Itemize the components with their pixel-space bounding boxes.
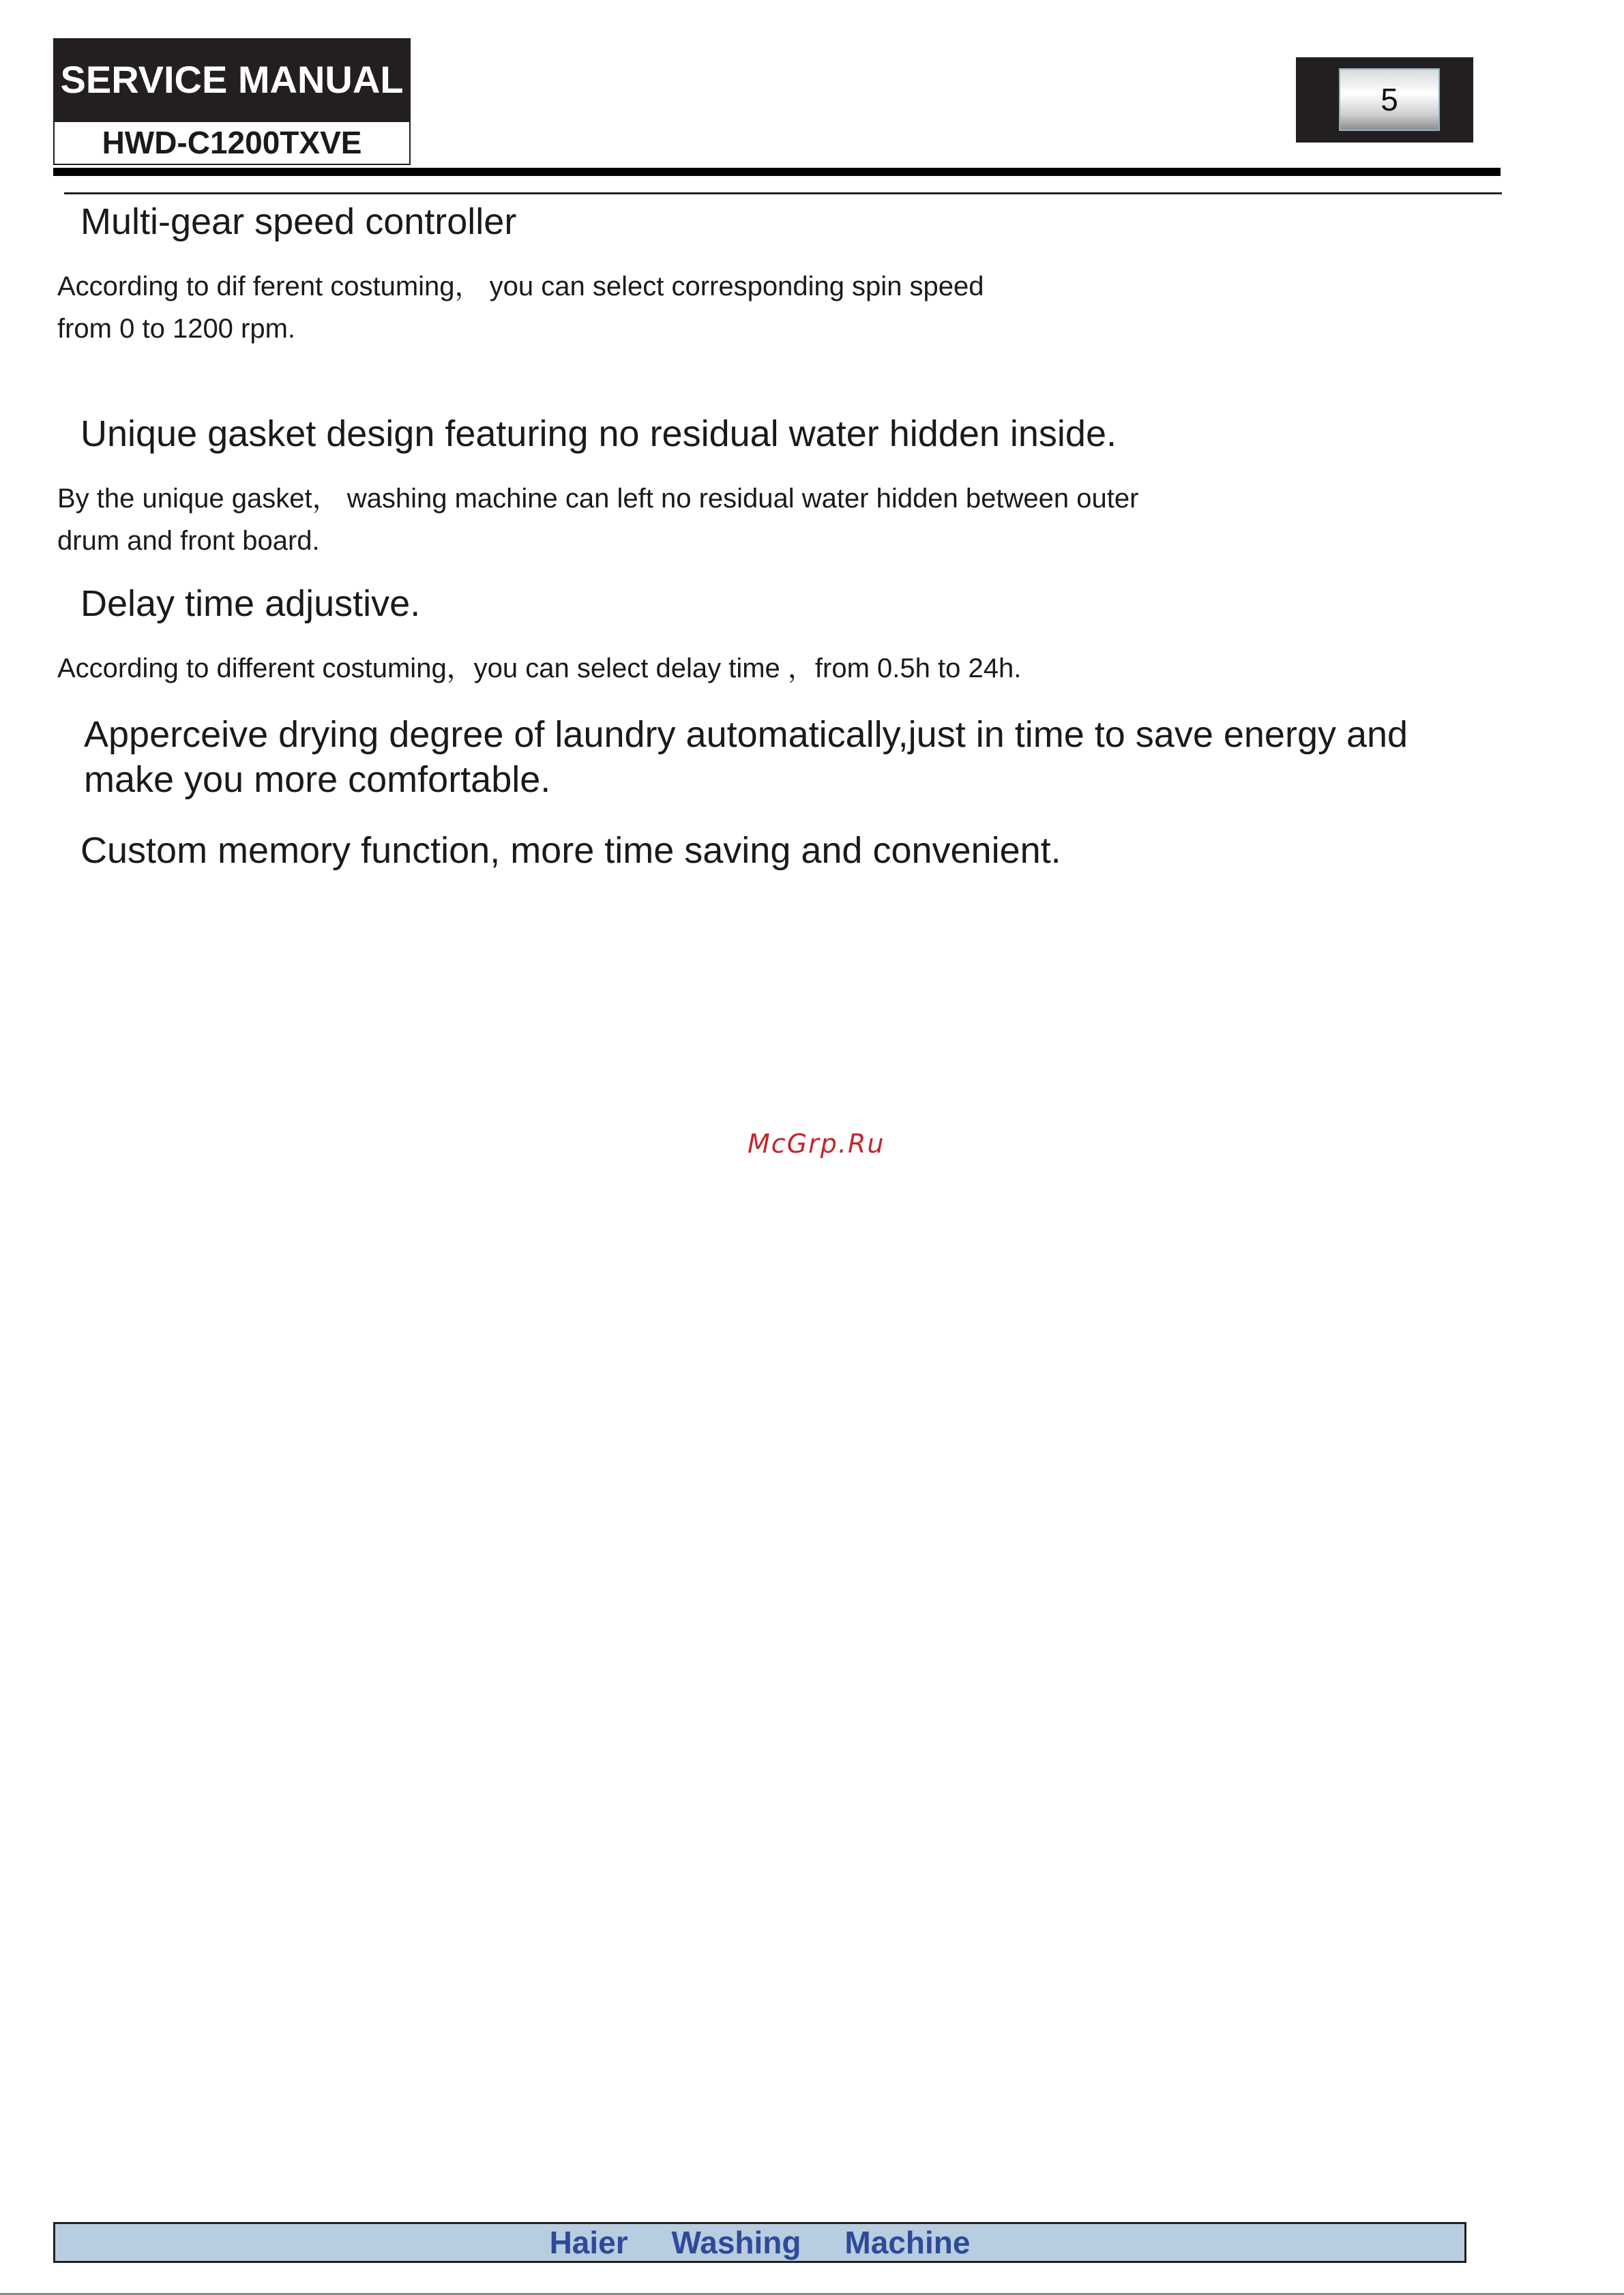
manual-title: SERVICE MANUAL [53, 38, 411, 121]
model-number: HWD-C1200TXVE [53, 121, 411, 165]
header-rule-thin [64, 192, 1502, 194]
section-heading-speed: Multi-gear speed controller [80, 201, 517, 242]
section-body-gasket-line1: By the unique gasket， washing machine can left no residual water hidden between outer [57, 484, 1139, 514]
footer-text: Haier Washing Machine [549, 2225, 971, 2260]
section-body-gasket-line2: drum and front board. [57, 526, 320, 556]
watermark: McGrp.Ru [748, 1129, 885, 1159]
section-body-delay: According to different costuming，you can select delay time ，from 0.5h to 24h. [57, 653, 1022, 683]
manual-header [53, 38, 411, 165]
section-body-speed-line1: According to dif ferent costuming， you can select corresponding spin speed [57, 271, 984, 301]
section-heading-drying-line1: Apperceive drying degree of laundry automatically,just in time to save energy and [84, 714, 1408, 755]
header-rule-thick [53, 168, 1501, 176]
footer-banner [53, 2222, 1466, 2263]
section-heading-drying-line2: make you more comfortable. [84, 759, 551, 800]
section-heading-memory: Custom memory function, more time saving and convenient. [80, 830, 1061, 871]
page-number: 5 [1339, 68, 1440, 131]
section-heading-delay: Delay time adjustive. [80, 583, 421, 624]
page-number-box [1296, 57, 1473, 143]
section-body-speed-line2: from 0 to 1200 rpm. [57, 314, 296, 344]
section-heading-gasket: Unique gasket design featuring no residual water hidden inside. [80, 413, 1117, 454]
